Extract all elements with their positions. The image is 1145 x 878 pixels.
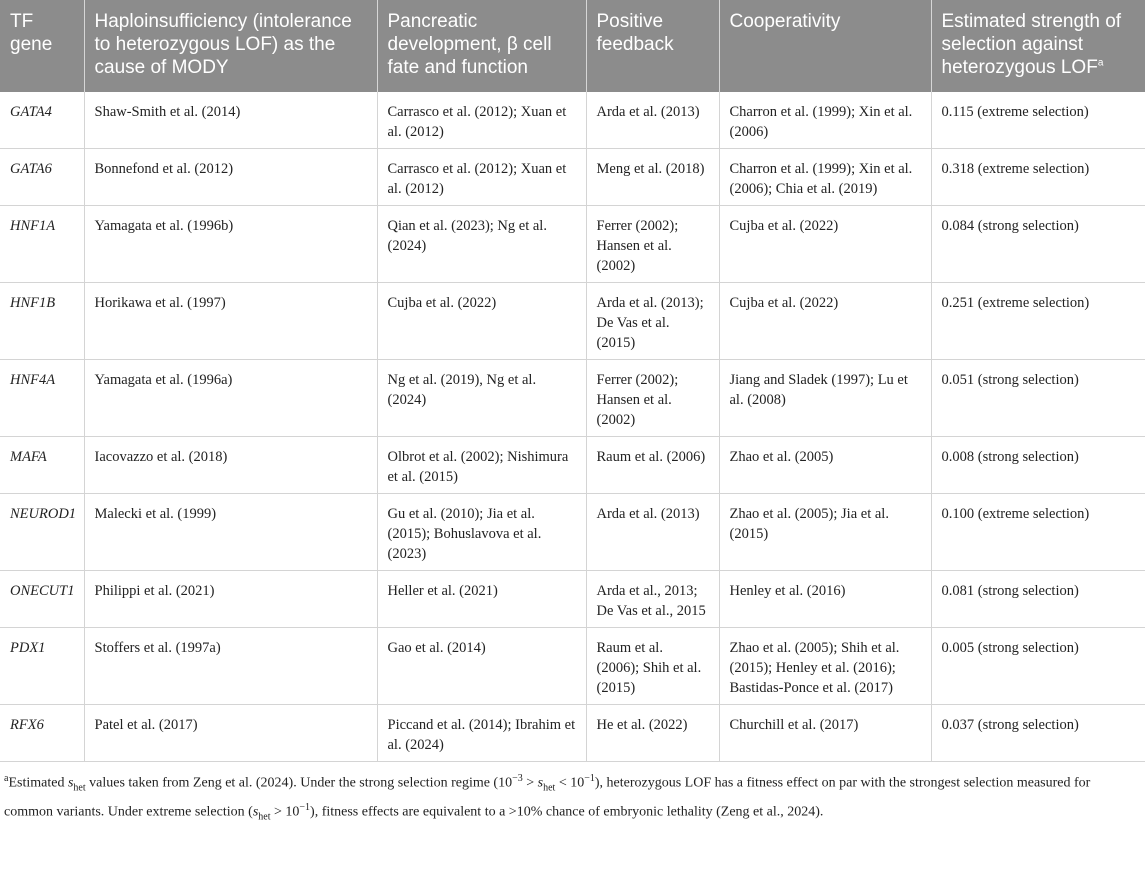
haploinsufficiency-cell: Yamagata et al. (1996b) xyxy=(84,206,377,283)
table-row xyxy=(0,360,1145,437)
haploinsufficiency-cell: Bonnefond et al. (2012) xyxy=(84,149,377,206)
pancreatic-cell: Carrasco et al. (2012); Xuan et al. (2012) xyxy=(377,149,586,206)
table-row xyxy=(0,705,1145,762)
feedback-cell: Raum et al. (2006) xyxy=(586,437,719,494)
header-selection-text: Estimated strength of selection against heterozygous LOF xyxy=(941,11,1122,78)
gene-cell: HNF1B xyxy=(0,283,84,360)
cooperativity-cell: Charron et al. (1999); Xin et al. (2006); Chia et al. (2019) xyxy=(719,149,931,206)
feedback-cell: Raum et al. (2006); Shih et al. (2015) xyxy=(586,628,719,705)
table-row xyxy=(0,494,1145,571)
cooperativity-cell: Zhao et al. (2005) xyxy=(719,437,931,494)
feedback-cell: Ferrer (2002); Hansen et al. (2002) xyxy=(586,360,719,437)
selection-cell: 0.005 (strong selection) xyxy=(931,628,1145,705)
cooperativity-cell: Cujba et al. (2022) xyxy=(719,206,931,283)
pancreatic-cell: Qian et al. (2023); Ng et al. (2024) xyxy=(377,206,586,283)
feedback-cell: He et al. (2022) xyxy=(586,705,719,762)
cooperativity-cell: Zhao et al. (2005); Jia et al. (2015) xyxy=(719,494,931,571)
gene-cell: PDX1 xyxy=(0,628,84,705)
table-row xyxy=(0,437,1145,494)
cooperativity-cell: Henley et al. (2016) xyxy=(719,571,931,628)
table-header xyxy=(0,0,1145,92)
selection-cell: 0.037 (strong selection) xyxy=(931,705,1145,762)
selection-cell: 0.081 (strong selection) xyxy=(931,571,1145,628)
pancreatic-cell: Carrasco et al. (2012); Xuan et al. (2012) xyxy=(377,92,586,149)
feedback-cell: Arda et al., 2013; De Vas et al., 2015 xyxy=(586,571,719,628)
haploinsufficiency-cell: Stoffers et al. (1997a) xyxy=(84,628,377,705)
gene-cell: GATA4 xyxy=(0,92,84,149)
selection-cell: 0.084 (strong selection) xyxy=(931,206,1145,283)
cooperativity-cell: Jiang and Sladek (1997); Lu et al. (2008) xyxy=(719,360,931,437)
haploinsufficiency-cell: Yamagata et al. (1996a) xyxy=(84,360,377,437)
selection-cell: 0.008 (strong selection) xyxy=(931,437,1145,494)
table-row xyxy=(0,628,1145,705)
gene-cell: NEUROD1 xyxy=(0,494,84,571)
pancreatic-cell: Piccand et al. (2014); Ibrahim et al. (2024) xyxy=(377,705,586,762)
haploinsufficiency-cell: Horikawa et al. (1997) xyxy=(84,283,377,360)
table-row xyxy=(0,571,1145,628)
gene-cell: HNF1A xyxy=(0,206,84,283)
haploinsufficiency-cell: Philippi et al. (2021) xyxy=(84,571,377,628)
pancreatic-cell: Ng et al. (2019), Ng et al. (2024) xyxy=(377,360,586,437)
selection-cell: 0.318 (extreme selection) xyxy=(931,149,1145,206)
gene-cell: MAFA xyxy=(0,437,84,494)
feedback-cell: Arda et al. (2013) xyxy=(586,92,719,149)
cooperativity-cell: Churchill et al. (2017) xyxy=(719,705,931,762)
gene-cell: GATA6 xyxy=(0,149,84,206)
cooperativity-cell: Charron et al. (1999); Xin et al. (2006) xyxy=(719,92,931,149)
feedback-cell: Arda et al. (2013); De Vas et al. (2015) xyxy=(586,283,719,360)
pancreatic-cell: Cujba et al. (2022) xyxy=(377,283,586,360)
selection-cell: 0.115 (extreme selection) xyxy=(931,92,1145,149)
table-row xyxy=(0,92,1145,149)
table-footnote: $^a$Estimated $s_{het}$ values taken from Zeng et al. (2024). Under the strong selection regime $(10^{-3} > s_{het} < 10^{-1})$, heterozygous LOF has a fitness effect on par with the strongest selection measured for common variants. Under extreme selection $(s_{het} > 10^{-1})$, fitness effects are equivalent to a >10% chance of embryonic lethality (Zeng et al., 2024). xyxy=(4,773,1091,823)
header-cooperativity: Cooperativity xyxy=(719,0,931,92)
gene-cell: HNF4A xyxy=(0,360,84,437)
feedback-cell: Meng et al. (2018) xyxy=(586,149,719,206)
table-body xyxy=(0,92,1145,762)
haploinsufficiency-cell: Malecki et al. (1999) xyxy=(84,494,377,571)
header-tf-gene: TF gene xyxy=(0,0,84,92)
feedback-cell: Ferrer (2002); Hansen et al. (2002) xyxy=(586,206,719,283)
selection-cell: 0.100 (extreme selection) xyxy=(931,494,1145,571)
cooperativity-cell: Cujba et al. (2022) xyxy=(719,283,931,360)
pancreatic-cell: Olbrot et al. (2002); Nishimura et al. (2015) xyxy=(377,437,586,494)
selection-cell: 0.251 (extreme selection) xyxy=(931,283,1145,360)
gene-cell: RFX6 xyxy=(0,705,84,762)
cooperativity-cell: Zhao et al. (2005); Shih et al. (2015); Henley et al. (2016); Bastidas-Ponce et al. (2017) xyxy=(719,628,931,705)
table-row xyxy=(0,206,1145,283)
pancreatic-cell: Gao et al. (2014) xyxy=(377,628,586,705)
header-pancreatic-development: Pancreatic development, β cell fate and function xyxy=(377,0,586,92)
haploinsufficiency-cell: Iacovazzo et al. (2018) xyxy=(84,437,377,494)
header-selection-strength xyxy=(931,0,1145,92)
feedback-cell: Arda et al. (2013) xyxy=(586,494,719,571)
pancreatic-cell: Gu et al. (2010); Jia et al. (2015); Bohuslavova et al. (2023) xyxy=(377,494,586,571)
header-superscript: a xyxy=(1097,57,1104,69)
header-haploinsufficiency: Haploinsufficiency (intolerance to heterozygous LOF) as the cause of MODY xyxy=(84,0,377,92)
header-positive-feedback: Positive feedback xyxy=(586,0,719,92)
gene-cell: ONECUT1 xyxy=(0,571,84,628)
table-row xyxy=(0,149,1145,206)
pancreatic-cell: Heller et al. (2021) xyxy=(377,571,586,628)
table-row xyxy=(0,283,1145,360)
haploinsufficiency-cell: Shaw-Smith et al. (2014) xyxy=(84,92,377,149)
haploinsufficiency-cell: Patel et al. (2017) xyxy=(84,705,377,762)
selection-cell: 0.051 (strong selection) xyxy=(931,360,1145,437)
